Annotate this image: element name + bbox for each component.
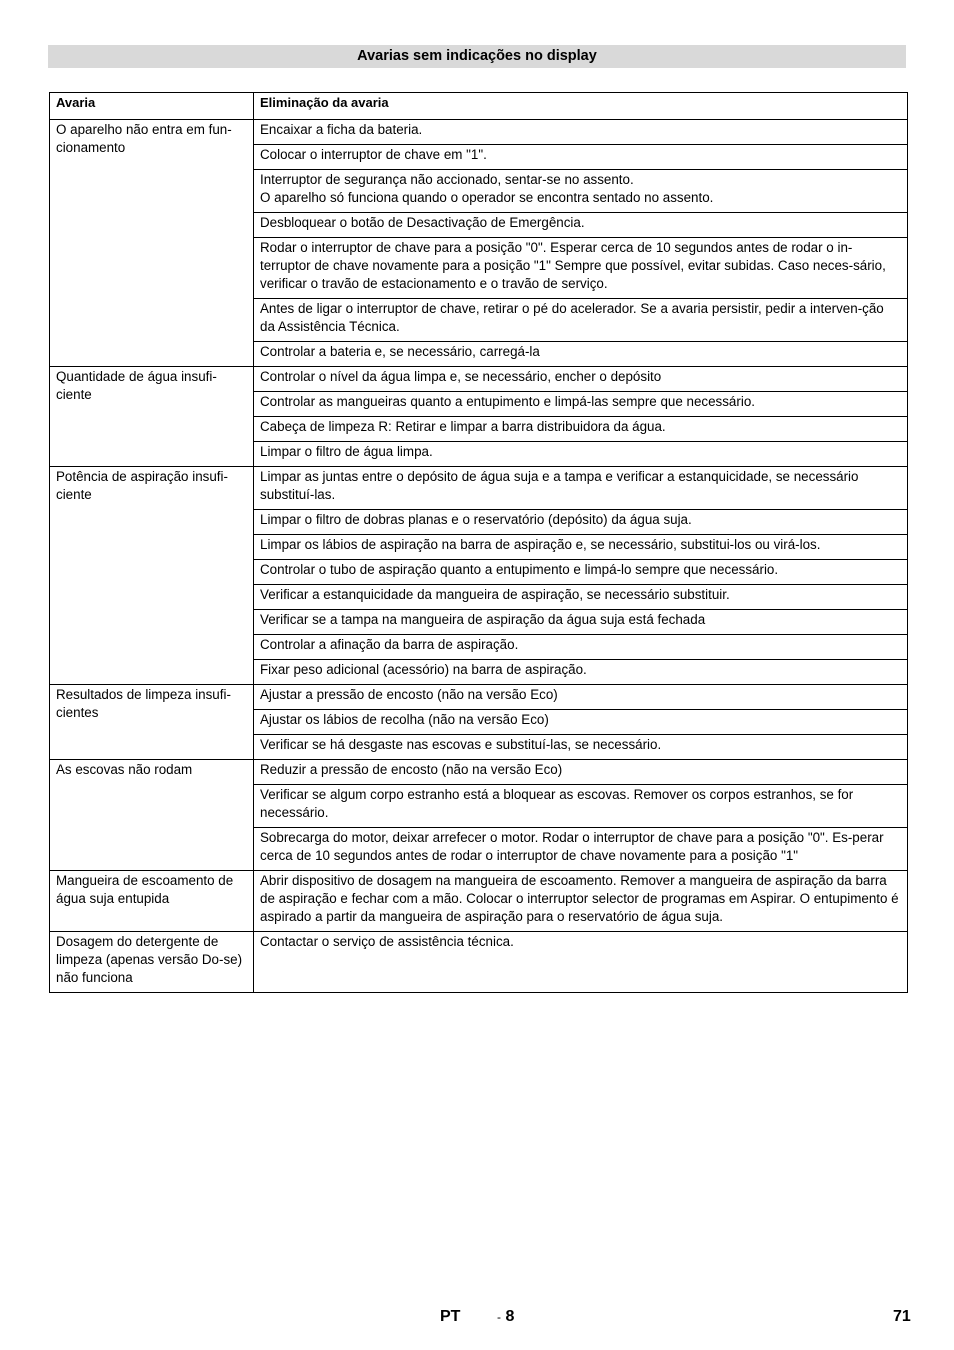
remedy-cell: Antes de ligar o interruptor de chave, retirar o pé do acelerador. Se a avaria persistir, pedir a interven-ção da Assistência Técnica.: [254, 299, 908, 342]
table-row: [50, 760, 908, 785]
table-row: [50, 685, 908, 710]
footer-section-page: [497, 1307, 514, 1327]
remedy-cell: Controlar a bateria e, se necessário, carregá-la: [254, 342, 908, 367]
fault-table-body: [50, 120, 908, 993]
remedy-cell: Limpar as juntas entre o depósito de água suja e a tampa e verificar a estanquicidade, se necessário substituí-las.: [254, 467, 908, 510]
table-row: [50, 871, 908, 932]
remedy-cell: Limpar o filtro de dobras planas e o reservatório (depósito) da água suja.: [254, 510, 908, 535]
remedy-cell: Limpar o filtro de água limpa.: [254, 442, 908, 467]
footer-dash: -: [497, 1310, 501, 1324]
remedy-cell: Fixar peso adicional (acessório) na barra de aspiração.: [254, 660, 908, 685]
remedy-cell: Controlar o tubo de aspiração quanto a entupimento e limpá-lo sempre que necessário.: [254, 560, 908, 585]
footer-language: PT: [440, 1308, 461, 1325]
table-row: [50, 932, 908, 993]
remedy-cell: Controlar o nível da água limpa e, se necessário, encher o depósito: [254, 367, 908, 392]
fault-cell: Resultados de limpeza insufi-cientes: [50, 685, 254, 760]
fault-cell: O aparelho não entra em fun-cionamento: [50, 120, 254, 367]
remedy-cell: Controlar a afinação da barra de aspiração.: [254, 635, 908, 660]
remedy-cell: Cabeça de limpeza R: Retirar e limpar a barra distribuidora da água.: [254, 417, 908, 442]
remedy-cell: Colocar o interruptor de chave em "1".: [254, 145, 908, 170]
fault-cell: Potência de aspiração insufi-ciente: [50, 467, 254, 685]
table-header-row: [50, 93, 908, 120]
remedy-cell: Verificar se a tampa na mangueira de aspiração da água suja está fechada: [254, 610, 908, 635]
section-title: Avarias sem indicações no display: [48, 45, 906, 68]
remedy-cell: Verificar a estanquicidade da mangueira de aspiração, se necessário substituir.: [254, 585, 908, 610]
fault-table: [49, 92, 908, 993]
fault-cell: Quantidade de água insufi-ciente: [50, 367, 254, 467]
table-row: [50, 120, 908, 145]
table-row: [50, 467, 908, 510]
remedy-cell: Contactar o serviço de assistência técnica.: [254, 932, 908, 993]
remedy-cell: Controlar as mangueiras quanto a entupimento e limpá-las sempre que necessário.: [254, 392, 908, 417]
footer-section-number: 8: [505, 1308, 515, 1325]
table-row: [50, 367, 908, 392]
remedy-cell: Verificar se há desgaste nas escovas e substituí-las, se necessário.: [254, 735, 908, 760]
remedy-cell: Sobrecarga do motor, deixar arrefecer o motor. Rodar o interruptor de chave para a posição "0". Es-perar cerca de 10 segundos antes de rodar o interruptor de chave novamente para a posição "1": [254, 828, 908, 871]
remedy-cell: Verificar se algum corpo estranho está a bloquear as escovas. Remover os corpos estranhos, se for necessário.: [254, 785, 908, 828]
fault-cell: Mangueira de escoamento de água suja entupida: [50, 871, 254, 932]
remedy-cell: Limpar os lábios de aspiração na barra de aspiração e, se necessário, substitui-los ou virá-los.: [254, 535, 908, 560]
fault-cell: As escovas não rodam: [50, 760, 254, 871]
remedy-cell: Desbloquear o botão de Desactivação de Emergência.: [254, 213, 908, 238]
remedy-cell: Rodar o interruptor de chave para a posição "0". Esperar cerca de 10 segundos antes de rodar o in-terruptor de chave novamente para a posição "1" Sempre que possível, evitar subidas. Caso neces-sário, verificar o travão de estacionamento e o travão de serviço.: [254, 238, 908, 299]
column-header-fault: Avaria: [50, 93, 254, 120]
fault-cell: Dosagem do detergente de limpeza (apenas versão Do-se) não funciona: [50, 932, 254, 993]
remedy-cell: Ajustar a pressão de encosto (não na versão Eco): [254, 685, 908, 710]
remedy-cell: Reduzir a pressão de encosto (não na versão Eco): [254, 760, 908, 785]
footer-page-number: 71: [893, 1308, 911, 1325]
column-header-remedy: Eliminação da avaria: [254, 93, 908, 120]
remedy-cell: Encaixar a ficha da bateria.: [254, 120, 908, 145]
remedy-cell: Ajustar os lábios de recolha (não na versão Eco): [254, 710, 908, 735]
remedy-cell: Interruptor de segurança não accionado, sentar-se no assento. O aparelho só funciona quando o operador se encontra sentado no assento.: [254, 170, 908, 213]
remedy-cell: Abrir dispositivo de dosagem na mangueira de escoamento. Remover a mangueira de aspiração da barra de aspiração e fechar com a mão. Colocar o interruptor selector de programas em Aspirar. O entupimento é aspirado a partir da mangueira de aspiração para o reservatório de água suja.: [254, 871, 908, 932]
